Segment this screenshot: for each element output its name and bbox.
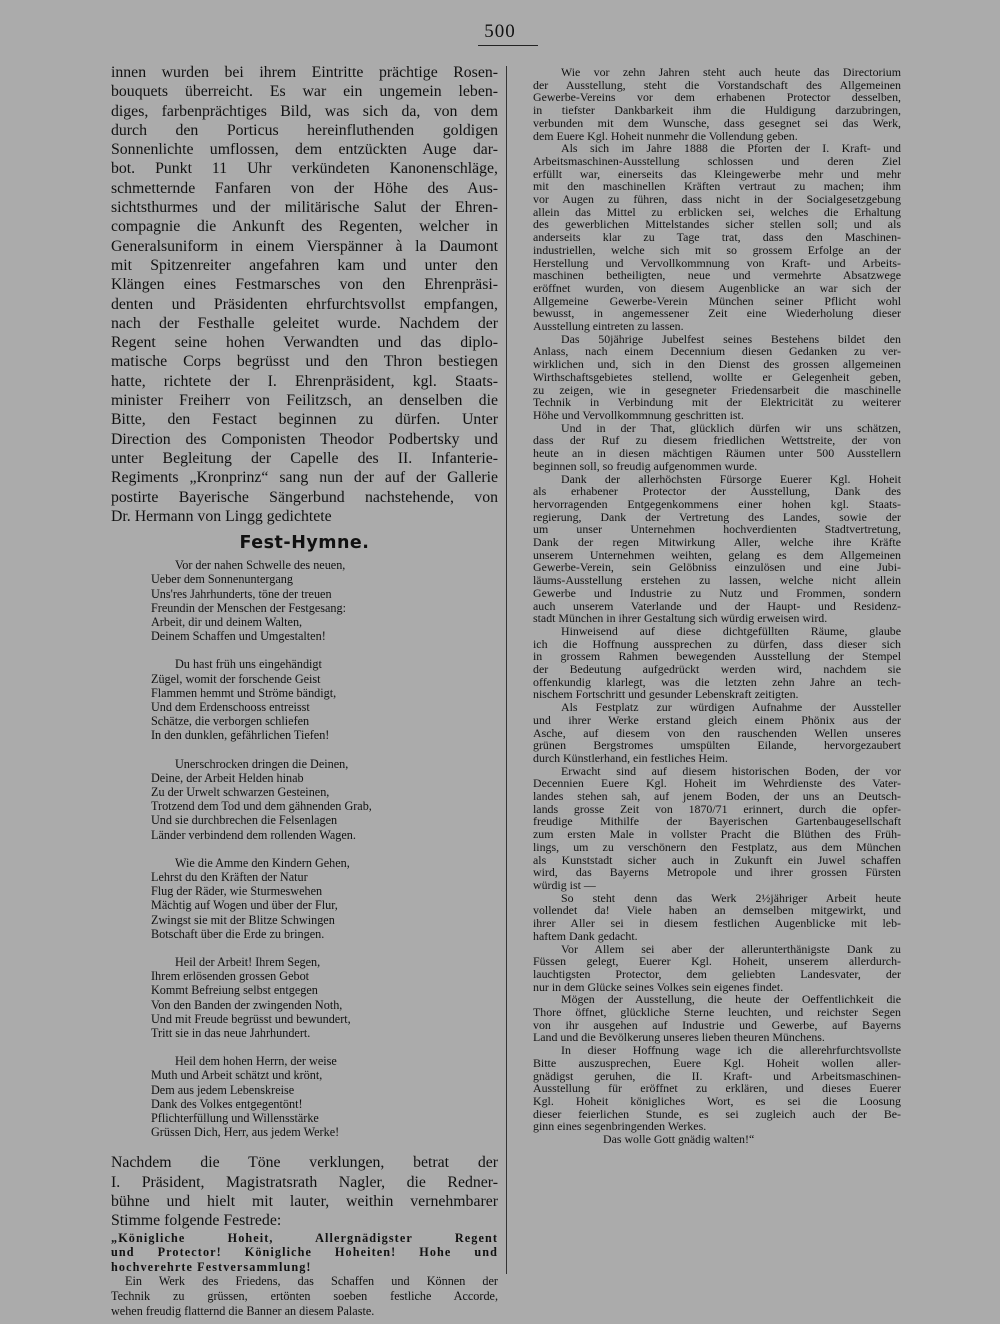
speech-line: wehen freudig flatternd die Banner an diesem Palaste.	[111, 1303, 375, 1318]
speech-line: lings, um zu verschönern den Festplatz, aus dem München	[533, 839, 901, 854]
speech-line: als Kunststadt sicher auch in Zukunft ein Juwel schaffen	[533, 852, 901, 867]
speech-paragraph	[533, 993, 901, 1044]
hymn-verse: Du hast früh uns eingehändigt	[175, 657, 322, 672]
speech-line: „Königliche Hoheit, Allergnädigster Regent	[111, 1230, 498, 1245]
hymn-verse: Und sie durchbrechen die Felsenlagen	[151, 813, 338, 828]
text-line: durch den Porticus hereinfluthenden goldigen	[111, 121, 498, 139]
hymn-verse: Flammen hemmt und Ströme bändigt,	[151, 685, 337, 700]
speech-line: wirklichen und, sich in den Dienst des grossen allgemeinen	[533, 357, 901, 372]
hymn-verse: Und dem Erdenschooss entreisst	[151, 699, 310, 714]
speech-line: Wirthschaftsgebietes stellend, wollte er Gelegenheit geben,	[533, 369, 901, 384]
text-line: matische Corps begrüsst und den Thron bestiegen	[111, 353, 498, 371]
speech-line: wird, das Bayerns Metropole und ihrer grossen Fürsten	[533, 865, 901, 880]
speech-line: als erhabener Protector der Ausstellung, Dank des	[533, 484, 901, 499]
hymn-verse: Dem aus jedem Lebenskreise	[151, 1082, 295, 1097]
hymn-verse: Trotzend dem Tod und dem gähnenden Grab,	[151, 799, 372, 814]
hymn-verse: Deinem Schaffen und Umgestalten!	[151, 629, 326, 644]
speech-line: zum ersten Male in vollster Pracht die Blüthen des Früh-	[533, 827, 901, 842]
speech-line: Anlass, nach einem Decennium diesen Gedanken zu ver-	[533, 344, 901, 359]
speech-paragraph	[533, 1044, 901, 1133]
text-line: sichtsthurmes und der militärische Salut der Ehren-	[111, 199, 498, 217]
hymn-stanza	[111, 657, 498, 742]
speech-line: So steht denn das Werk 2½jähriger Arbeit heute	[561, 890, 901, 905]
hymn-verse: In den dunklen, gefährlichen Tiefen!	[151, 728, 330, 743]
speech-line: mit den maschinellen Kräften vertraut zu machen; ihm	[533, 179, 901, 194]
speech-line: bewusst, in angemessener Zeit eine Wiederholung dieser	[533, 306, 901, 321]
hymn-verse: Tritt sie in das neue Jahrhundert.	[151, 1026, 311, 1041]
text-line: Stimme folgende Festrede:	[111, 1212, 282, 1230]
speech-line: Technik zu grüssen, ertönten soeben festliche Accorde,	[111, 1289, 498, 1303]
speech-line: Bitte auszusprechen, Euere Kgl. Hoheit wollen aller-	[533, 1055, 901, 1070]
speech-line: eröffnet wurden, von diesem Augenblicke an war sich der	[533, 280, 901, 295]
speech-line: Dank der regen Mitwirkung Aller, welche ihre Kräfte	[533, 535, 901, 550]
right-column	[533, 66, 901, 1146]
speech-line: Ein Werk des Friedens, das Schaffen und Können der	[125, 1274, 498, 1289]
text-line: minister Freiherr von Feilitzsch, an denselben die	[111, 392, 498, 410]
speech-paragraph	[533, 701, 901, 765]
speech-line: Herstellung und Vervollkommnung von Kraft- und Arbeits-	[533, 255, 901, 270]
speech-line: lands grosse Zeit von 1870/71 erinnert, durch die opfer-	[533, 801, 901, 816]
speech-line: stadt München in ihrer Gestaltung sich würdig erweisen wird.	[533, 611, 828, 626]
hymn-verse: Vor der nahen Schwelle des neuen,	[175, 558, 346, 573]
text-line: unter Begleitung der Capelle des II. Infanterie-	[111, 449, 498, 467]
speech-line: nischem Fortschritt und gesunder Lebenskraft zeitigten.	[533, 687, 799, 702]
speech-line: Als sich im Jahre 1888 die Pforten der I. Kraft- und	[561, 141, 901, 156]
speech-line: Gewerbe-Verein, sein Gelöbniss einzulösen und eine Jubi-	[533, 560, 901, 575]
speech-line: dass der Ruf zu diesem friedlichen Wettstreite, der von	[533, 433, 901, 448]
hymn-verse: Schätze, die verborgen schliefen	[151, 714, 310, 729]
speech-paragraph	[533, 66, 901, 142]
speech-line: industriellen, welche sich mit so grossem Erfolge an der	[533, 242, 901, 257]
hymn-verse: Grüssen Dich, Herr, aus jedem Werke!	[151, 1125, 340, 1140]
speech-line: vor Augen zu führen, dass nicht in der Socialgesetzgebung	[533, 192, 901, 207]
speech-line: würdig ist —	[533, 878, 596, 892]
hymn-verse: Ihrem erlösenden grossen Gebot	[151, 969, 310, 984]
text-line: Klängen eines Festmarsches von den Ehrenpräsi-	[111, 276, 498, 294]
hymn-verse: Heil der Arbeit! Ihrem Segen,	[175, 955, 321, 969]
speech-line: Höhe und Vervollkommnung geschritten ist.	[533, 407, 744, 422]
speech-paragraph	[533, 943, 901, 994]
speech-line: haftem Dank gedacht.	[533, 928, 638, 943]
speech-line: maschinen betheiligten, neue und vermehrte Absatzwege	[533, 268, 901, 283]
hymn-verse: Zu der Urwelt schwarzen Gesteinen,	[151, 784, 330, 799]
speech-line: und Protector! Königliche Hoheiten! Hohe und	[111, 1245, 498, 1260]
speech-paragraph	[533, 142, 901, 333]
speech-line: Asche, auf diesem von den rauschenden Wellen unseres	[533, 725, 901, 740]
column-divider	[506, 66, 507, 1274]
hymn-verse: Zügel, womit der forschende Geist	[151, 671, 321, 686]
hymn-verse: Freundin der Menschen der Festgesang:	[151, 600, 346, 615]
text-line: compagnie die Ankunft des Regenten, welcher in	[111, 218, 498, 236]
hymn-verse: Flug der Räder, wie Sturmeswehen	[151, 884, 323, 899]
speech-line: ich die Hoffnung aussprechen zu dürfen, dass dieser sich	[533, 636, 901, 651]
speech-line: des gewerblichen Mittelstandes sicher stellen soll; und als	[533, 217, 901, 232]
speech-line: der Bedeutung aufgedrückt werden wird, nachdem sie	[533, 662, 901, 677]
after-hymn-paragraph	[111, 1153, 498, 1230]
speech-line: offenkundig klarlegt, was die letzten zehn Jahre an tech-	[533, 674, 901, 689]
text-line: bouquets überreicht. Es war ein ungemein leben-	[111, 83, 498, 101]
speech-paragraph	[533, 333, 901, 422]
speech-line: Dank der allerhöchsten Fürsorge Euerer Kgl. Hoheit	[561, 471, 901, 486]
hymn-verse: Botschaft über die Erde zu bringen.	[151, 926, 325, 941]
speech-paragraph	[533, 1133, 901, 1146]
speech-line: anderseits klar zu Tage trat, dass den Maschinen-	[533, 230, 901, 245]
speech-line: lauchtigsten Protector, dem geliebten Landesvater, der	[533, 966, 901, 981]
hymn-stanza	[111, 1054, 498, 1139]
speech-line: beginnen soll, so freudig aufgenommen wurde.	[533, 458, 758, 473]
text-line: bühne und hielt mit lauter, weithin vernehmbarer	[111, 1193, 498, 1211]
speech-paragraph	[533, 892, 901, 943]
speech-line: ginn eines segenbringenden Werkes.	[533, 1119, 707, 1134]
intro-paragraph	[111, 63, 498, 526]
speech-line: dem Euere Kgl. Hoheit nunmehr die Vollendung geben.	[533, 128, 798, 143]
speech-line: erfüllt war, einerseits das Kleingewerbe mehr und mehr	[533, 166, 901, 181]
speech-line: und ihrer Werke erstand gleich einem Phönix aus der	[533, 712, 901, 727]
hymn-title: Fest-Hymne.	[239, 533, 370, 554]
text-line: nach der Festhalle geleitet wurde. Nachdem der	[111, 314, 498, 332]
hymn-stanza	[111, 558, 498, 643]
speech-line: freudige Mithilfe der Bayerischen Gartenbaugesellschaft	[533, 814, 901, 829]
speech-line: nur in dem Glücke seines Volkes sein eigenes findet.	[533, 979, 784, 994]
speech-line: hochverehrte Festversammlung!	[111, 1259, 312, 1274]
page-number: 500	[484, 21, 516, 42]
text-line: diges, farbenprächtiges Bild, was sich da, von dem	[111, 102, 498, 120]
text-line: Dr. Hermann von Lingg gedichtete	[111, 507, 332, 525]
speech-line: In dieser Hoffnung wage ich die allerehrfurchtsvollste	[561, 1043, 901, 1058]
speech-line: von ihr ausgehen auf Industrie und Gewerbe, auf Bayerns	[533, 1017, 901, 1032]
speech-line: Erwacht sind auf diesem historischen Boden, der vor	[561, 763, 901, 778]
hymn-verse: Dank des Volkes entgegentönt!	[151, 1096, 303, 1111]
text-line: Sonnenlichte umflossen, dem entzückten Auge dar-	[111, 141, 498, 159]
text-line: I. Präsident, Magistratsrath Nagler, die Redner-	[111, 1173, 498, 1191]
speech-line: Ausstellung für eröffnet zu erklären, und dieses Euerer	[533, 1081, 901, 1096]
speech-line: Wie vor zehn Jahren steht auch heute das Directorium	[561, 65, 901, 79]
speech-paragraph	[533, 765, 901, 892]
speech-line: allein das Mittel zu erblicken sei, welches die Erhaltung	[533, 204, 901, 219]
hymn-verse: Ueber dem Sonnenuntergang	[151, 572, 293, 587]
speech-opening	[111, 1231, 498, 1319]
speech-line: Gewerbe und Industrie zu Nutz und Frommen, sondern	[533, 585, 901, 600]
hymn-verse: Heil dem hohen Herrn, der weise	[175, 1054, 337, 1069]
speech-line: Gewerbe-Vereins vor dem erhabenen Protector desselben,	[533, 90, 901, 105]
speech-line: in grossem Rahmen bewegenden Ausstellung der Stempel	[533, 649, 901, 664]
speech-line: Mögen der Ausstellung, die heute der Oeffentlichkeit die	[561, 992, 901, 1007]
speech-line: Füssen gelegt, Euerer Kgl. Hoheit, unserem allerdurch-	[533, 954, 901, 969]
speech-line: Arbeitsmaschinen-Ausstellung schlossen und deren Ziel	[533, 153, 901, 168]
speech-line: Ausstellung eintreten zu lassen.	[533, 319, 684, 334]
speech-line: in tiefster Dankbarkeit ihm die Huldigung darzubringen,	[533, 103, 901, 118]
hymn-verse: Zwingst sie mit der Blitze Schwingen	[151, 912, 335, 927]
speech-line: Land und die Bevölkerung unseres lieben theuren Münchens.	[533, 1030, 825, 1045]
text-line: hatte, richtete der I. Ehrenpräsident, kgl. Staats-	[111, 372, 498, 390]
hymn-verse: Und mit Freude begrüsst und bewundert,	[151, 1011, 351, 1026]
speech-line: ihrer Aller sei in diesem festlichen Augenblicke mit leb-	[533, 916, 901, 931]
speech-line: um unser Unternehmen hochverdienten Stadtvertretung,	[533, 522, 901, 537]
speech-line: heute an in diesen mächtigen Räumen unter 500 Ausstellern	[533, 446, 901, 461]
speech-line: dieser feierlichen Stunde, es sei zugleich auch der Be-	[533, 1106, 901, 1121]
speech-line: Und in der That, glücklich dürfen wir uns schätzen,	[561, 420, 901, 435]
speech-line: landes stehen sah, auf jenem Boden, der uns an Deutsch-	[533, 789, 901, 804]
hymn-stanza	[111, 856, 498, 941]
hymn-verse: Kommt Befreiung selbst entgegen	[151, 983, 318, 998]
text-line: Nachdem die Töne verklungen, betrat der	[111, 1154, 498, 1172]
hymn-verse: Wie die Amme den Kindern Gehen,	[175, 855, 350, 870]
hymn-verse: Mächtig auf Wogen und über der Flur,	[151, 898, 338, 913]
speech-line: Das 50jährige Jubelfest seines Bestehens bildet den	[561, 331, 901, 346]
hymn-verse: Länder verbindend dem rollenden Wagen.	[151, 827, 356, 842]
speech-line: zu zeigen, wie in gesegneter Friedensarbeit die maschinelle	[533, 382, 901, 397]
text-line: Bitte, den Festact beginnen zu dürfen. Unter	[111, 411, 498, 429]
speech-paragraph	[533, 625, 901, 701]
speech-line: regierung, Dank der Vertretung des Landes, sowie der	[533, 509, 901, 524]
speech-line: unserem Unternehmen weihten, gelang es dem Allgemeinen	[533, 547, 901, 562]
speech-line: verbunden mit dem Wunsche, dass gesegnet sei das Werk,	[533, 115, 901, 130]
text-line: denten und Präsidenten ehrfurchtsvollst empfangen,	[111, 295, 498, 313]
text-line: innen wurden bei ihrem Eintritte prächtige Rosen-	[111, 64, 498, 81]
hymn-verse: Uns'res Jahrhunderts, töne der treuen	[151, 586, 332, 601]
speech-line: Kgl. Hoheit königliches Wort, es sei die Loosung	[533, 1093, 901, 1108]
text-line: mit Spitzenreiter angefahren kam und unter den	[111, 256, 498, 274]
hymn-verse: Unerschrocken dringen die Deinen,	[175, 756, 349, 771]
text-line: postirte Bayerische Sängerbund nachstehende, von	[111, 488, 498, 506]
text-line: schmetternde Fanfaren von der Höhe des Aus-	[111, 179, 498, 197]
hymn-verse: Pflichterfüllung und Willensstärke	[151, 1111, 319, 1126]
speech-line: Technik in Verbindung mit der Elektricität zu weiterer	[533, 395, 901, 410]
speech-line: läums-Ausstellung erstehen zu lassen, welche nicht allein	[533, 573, 901, 588]
speech-line: grünen Bergstromes umspülten Eilande, hervorgezaubert	[533, 738, 901, 753]
speech-line: Allgemeine Gewerbe-Verein München seiner Pflicht wohl	[533, 293, 901, 308]
hymn-stanzas	[111, 558, 498, 1139]
speech-line: auch unserem Vaterlande und der Haupt- und Residenz-	[533, 598, 901, 613]
hymn-verse: Muth und Arbeit schätzt und krönt,	[151, 1068, 323, 1083]
hymn-verse: Lehrst du den Kräften der Natur	[151, 869, 308, 884]
hymn-stanza	[111, 757, 498, 842]
text-line: Direction des Componisten Theodor Podbertsky und	[111, 430, 498, 448]
hymn-stanza	[111, 955, 498, 1040]
hymn-verse: Arbeit, dir und deinem Walten,	[151, 614, 303, 629]
text-line: Regent seine hohen Verwandten und das diplo-	[111, 334, 498, 352]
speech-line: Thore öffnet, glückliche Sterne leuchten, und reichster Segen	[533, 1005, 901, 1020]
speech-paragraph	[533, 473, 901, 625]
speech-line: Decennien Euere Kgl. Hoheit im Wehrdienste des Vater-	[533, 776, 901, 791]
speech-line: der Ausstellung, steht die Vorstandschaft des Allgemeinen	[533, 77, 901, 92]
speech-line: hervorragenden Entgegenkommens einer hohen kgl. Staats-	[533, 496, 901, 511]
speech-line: durch Künstlerhand, ein festliches Heim.	[533, 750, 728, 765]
left-column	[111, 63, 498, 1318]
speech-line: Vor Allem sei aber der allerunterthänigste Dank zu	[561, 941, 901, 956]
text-line: bot. Punkt 11 Uhr verkündeten Kanonenschläge,	[111, 160, 498, 178]
hymn-verse: Deine, der Arbeit Helden hinab	[151, 770, 304, 785]
text-line: Generalsuniform in einem Vierspänner à la Daumont	[111, 237, 498, 255]
speech-paragraph	[533, 422, 901, 473]
speech-line: Hinweisend auf diese dichtgefüllten Räume, glaube	[561, 623, 901, 638]
hymn-verse: Von den Banden der zwingenden Noth,	[151, 997, 343, 1012]
speech-line: Das wolle Gott gnädig walten!“	[603, 1132, 755, 1147]
speech-line: gnädigst geruhen, die II. Kraft- und Arbeitsmaschinen-	[533, 1068, 901, 1083]
text-line: Regiments „Kronprinz“ sang nun der auf der Gallerie	[111, 469, 498, 487]
speech-line: Als Festplatz zur würdigen Aufnahme der Aussteller	[561, 700, 901, 715]
page-number-rule	[478, 45, 538, 46]
speech-line: vollendet da! Viele haben an demselben mitgewirkt, und	[533, 903, 901, 918]
